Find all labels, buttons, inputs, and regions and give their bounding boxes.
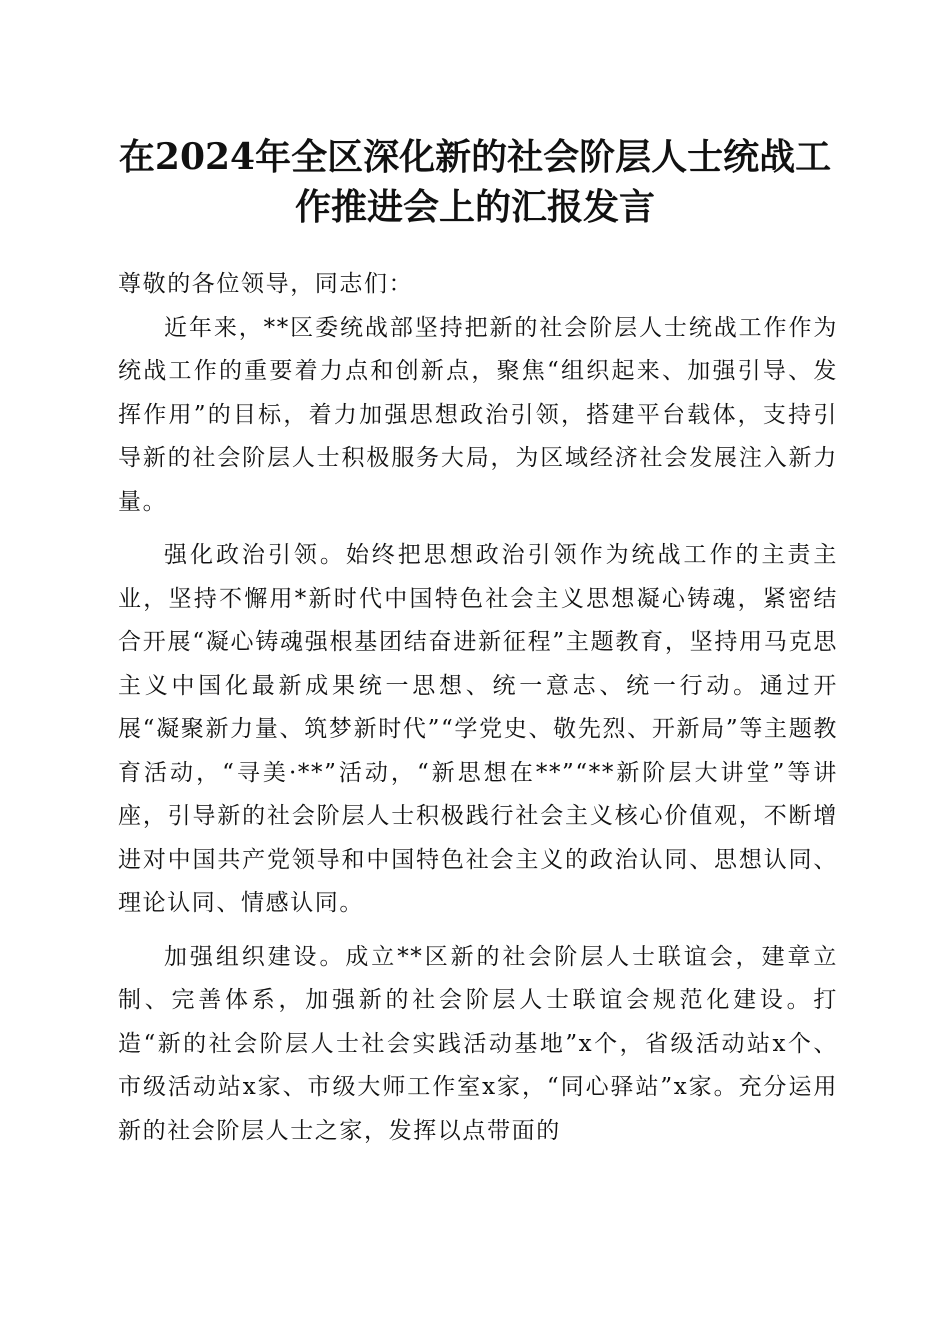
paragraph-political-guidance: 强化政治引领。始终把思想政治引领作为统战工作的主责主业，坚持不懈用*新时代中国特色社会主义思想凝心铸魂，紧密结合开展“凝心铸魂强根基团结奋进新征程”主题教育，坚持用马克思主义中国化最新成果统一思想、统一意志、统一行动。通过开展“凝聚新力量、筑梦新时代”“学党史、敬先烈、开新局”等主题教育活动，“寻美·**”活动，“新思想在**”“**新阶层大讲堂”等讲座，引导新的社会阶层人士积极践行社会主义核心价值观，不断增进对中国共产党领导和中国特色社会主义的政治认同、思想认同、理论认同、情感认同。 bbox=[118, 542, 838, 916]
title-line-1: 在2024年全区深化新的社会阶层人士统战工 bbox=[118, 136, 832, 178]
title-line-2: 作推进会上的汇报发言 bbox=[294, 186, 655, 228]
document-title bbox=[100, 132, 850, 232]
paragraph-intro: 近年来，**区委统战部坚持把新的社会阶层人士统战工作作为统战工作的重要着力点和创新点，聚焦“组织起来、加强引导、发挥作用”的目标，着力加强思想政治引领，搭建平台载体，支持引导新的社会阶层人士积极服务大局，为区域经济社会发展注入新力量。 bbox=[118, 314, 838, 515]
document-body bbox=[118, 263, 838, 1163]
paragraph-organization-building: 加强组织建设。成立**区新的社会阶层人士联谊会，建章立制、完善体系，加强新的社会阶层人士联谊会规范化建设。打造“新的社会阶层人士社会实践活动基地”x个，省级活动站x个、市级活动站x家、市级大师工作室x家，“同心驿站”x家。充分运用新的社会阶层人士之家，发挥以点带面的 bbox=[118, 943, 838, 1144]
salutation: 尊敬的各位领导，同志们： bbox=[118, 271, 414, 297]
